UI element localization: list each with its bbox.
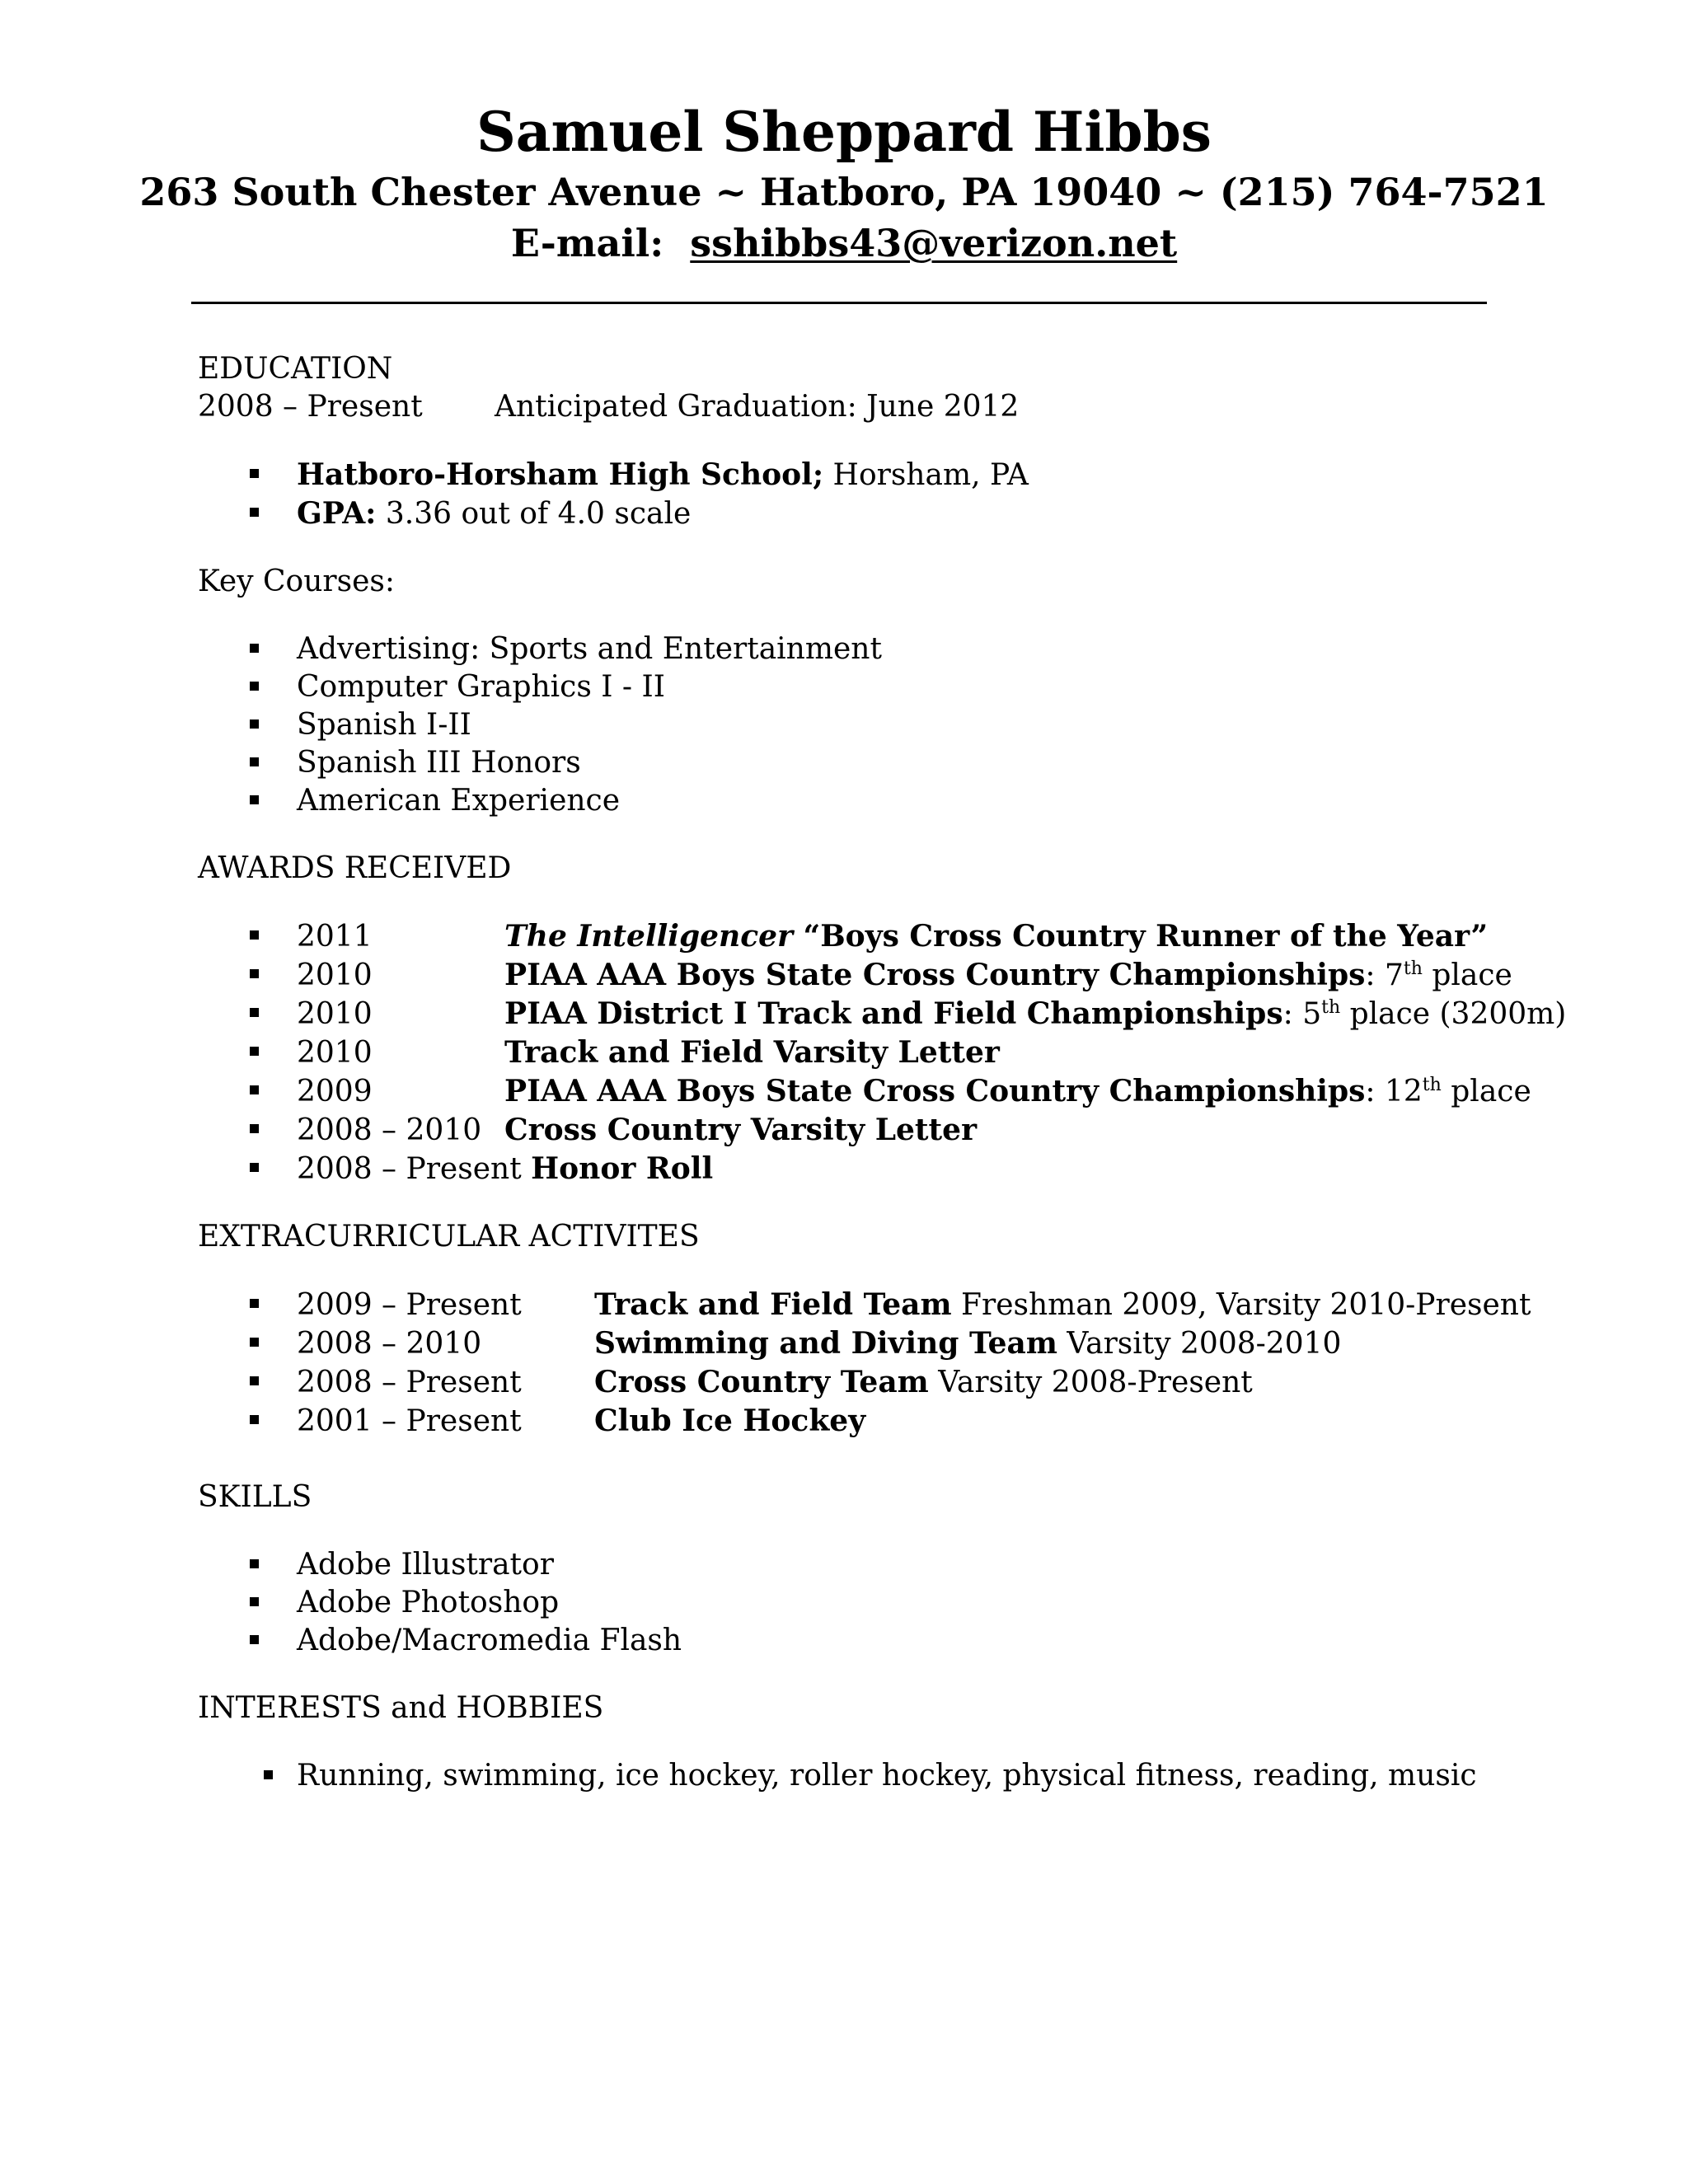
list-item	[198, 1111, 1517, 1150]
bullet-icon	[250, 682, 259, 691]
bullet-icon	[250, 969, 259, 978]
bullet-icon	[250, 1415, 259, 1424]
list-item	[198, 456, 1517, 494]
bullet-icon	[250, 1085, 259, 1094]
awards-list	[198, 917, 1567, 1188]
list-item: 2009 – Present Track and Field Team Freshman 2009, Varsity 2010-Present	[198, 1286, 1517, 1324]
award-title: PIAA AAA Boys State Cross Country Championships	[504, 1074, 1366, 1108]
contact-email-line	[0, 218, 1688, 269]
activity-years: 2009 – Present	[297, 1288, 522, 1322]
bullet-icon	[250, 1163, 259, 1172]
list-item: 2009 PIAA AAA Boys State Cross Country Championships: 12th place	[198, 1072, 1517, 1111]
award-title: “Boys Cross Country Runner of the Year”	[793, 919, 1489, 954]
school-name: Hatboro-Horsham High School;	[297, 457, 824, 492]
education-dates-row	[198, 388, 1517, 426]
activity-years: 2001 – Present	[297, 1404, 522, 1438]
list-item	[198, 1402, 1517, 1441]
activity-name: Cross Country Team	[594, 1365, 929, 1399]
section-title-interests: INTERESTS and HOBBIES	[198, 1691, 604, 1725]
award-title: Honor Roll	[531, 1151, 714, 1186]
list-item: 2010 PIAA District I Track and Field Championships: 5th place (3200m)	[198, 995, 1517, 1033]
list-item: Computer Graphics I - II	[198, 668, 1517, 706]
bullet-icon	[250, 930, 259, 940]
education-graduation: Anticipated Graduation: June 2012	[495, 390, 1020, 424]
bullet-icon	[250, 508, 259, 517]
activity-name: Track and Field Team	[594, 1287, 952, 1322]
list-item: Adobe Photoshop	[198, 1584, 1517, 1622]
activity-name: Swimming and Diving Team	[594, 1326, 1057, 1361]
activity-years: 2008 – 2010	[297, 1327, 482, 1361]
bullet-icon	[250, 1047, 259, 1056]
school-location: Horsham, PA	[823, 458, 1029, 492]
resume-header	[0, 97, 1688, 269]
courses-list	[198, 630, 1517, 820]
award-year: 2009	[297, 1075, 373, 1108]
award-year: 2011	[297, 920, 373, 954]
list-item: 2010 PIAA AAA Boys State Cross Country Championships: 7th place	[198, 956, 1517, 995]
bullet-icon	[250, 719, 259, 729]
award-year: 2008 – 2010	[297, 1113, 482, 1147]
bullet-icon	[250, 757, 259, 766]
list-item: Advertising: Sports and Entertainment	[198, 630, 1517, 668]
list-item: Adobe/Macromedia Flash	[198, 1622, 1517, 1660]
bullet-icon	[250, 1338, 259, 1347]
section-title-skills: SKILLS	[198, 1480, 312, 1514]
award-title: Cross Country Varsity Letter	[504, 1113, 978, 1147]
award-title: PIAA AAA Boys State Cross Country Championships	[504, 958, 1366, 992]
award-year: 2010	[297, 997, 373, 1031]
education-dates: 2008 – Present	[198, 390, 423, 424]
skills-list	[198, 1546, 1517, 1660]
award-year: 2010	[297, 958, 373, 992]
gpa-label: GPA:	[297, 496, 377, 531]
resume-body	[198, 350, 1567, 1795]
section-title-awards: AWARDS RECEIVED	[198, 851, 512, 885]
bullet-icon	[250, 469, 259, 478]
list-item	[198, 1150, 1517, 1188]
email-link[interactable]: sshibbs43@verizon.net	[690, 221, 1178, 265]
list-item: Running, swimming, ice hockey, roller hockey, physical fitness, reading, music	[198, 1757, 1517, 1795]
award-title: Track and Field Varsity Letter	[504, 1035, 1000, 1070]
award-year: 2008 – Present	[297, 1152, 522, 1186]
bullet-icon	[250, 1635, 259, 1644]
list-item	[198, 494, 1517, 533]
bullet-icon	[264, 1770, 273, 1779]
bullet-icon	[250, 1559, 259, 1568]
email-label: E-mail:	[510, 221, 664, 265]
bullet-icon	[250, 1124, 259, 1133]
candidate-name: Samuel Sheppard Hibbs	[476, 100, 1212, 164]
list-item: Spanish III Honors	[198, 744, 1517, 782]
bullet-icon	[250, 644, 259, 653]
activities-list	[198, 1286, 1531, 1441]
header-divider	[191, 302, 1487, 304]
bullet-icon	[250, 1597, 259, 1606]
bullet-icon	[250, 795, 259, 804]
award-publication: The Intelligencer	[504, 919, 794, 954]
education-list	[198, 456, 1517, 533]
section-title-education: EDUCATION	[198, 352, 393, 386]
activity-name: Club Ice Hockey	[594, 1404, 866, 1438]
list-item	[198, 1033, 1517, 1072]
list-item: 2008 – Present Cross Country Team Varsity 2008-Present	[198, 1363, 1517, 1402]
contact-address: 263 South Chester Avenue ~ Hatboro, PA 19040 ~ (215) 764-7521	[139, 170, 1549, 214]
award-year: 2010	[297, 1036, 373, 1070]
list-item: American Experience	[198, 782, 1517, 820]
interests-list	[198, 1757, 1517, 1795]
list-item: 2008 – 2010 Swimming and Diving Team Varsity 2008-2010	[198, 1324, 1517, 1363]
section-title-courses: Key Courses:	[198, 565, 396, 598]
bullet-icon	[250, 1376, 259, 1385]
list-item: Spanish I-II	[198, 706, 1517, 744]
list-item: Adobe Illustrator	[198, 1546, 1517, 1584]
gpa-value: 3.36 out of 4.0 scale	[376, 497, 692, 531]
award-title: PIAA District I Track and Field Championships	[504, 996, 1283, 1031]
activity-years: 2008 – Present	[297, 1366, 522, 1399]
bullet-icon	[250, 1008, 259, 1017]
bullet-icon	[250, 1299, 259, 1308]
section-title-activities: EXTRACURRICULAR ACTIVITES	[198, 1220, 700, 1254]
list-item	[198, 917, 1517, 956]
